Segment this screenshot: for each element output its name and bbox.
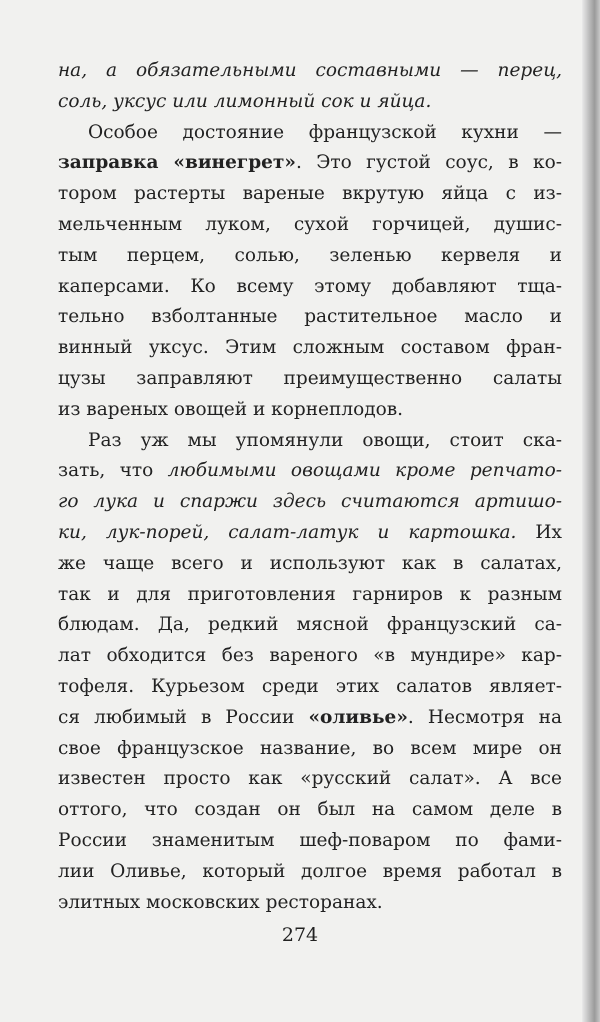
- text-segment: тым перцем, солью, зеленью кервеля и: [58, 244, 562, 266]
- italic-text: ки, лук-порей, салат-латук и картошка.: [58, 521, 517, 543]
- text-segment: блюдам. Да, редкий мясной французский са-: [58, 614, 562, 636]
- text-segment: известен просто как «русский салат». А все: [58, 768, 562, 790]
- text-line: [58, 148, 562, 179]
- text-line: [58, 826, 562, 857]
- italic-text: на, а обязательными составными — перец,: [58, 60, 562, 81]
- text-segment: Их: [516, 521, 562, 543]
- text-line: [58, 395, 562, 426]
- page-number: 274: [281, 924, 319, 946]
- text-segment: зать, что: [58, 460, 168, 482]
- italic-text: соль, уксус или лимонный сок и яйца.: [58, 90, 432, 112]
- text-segment: винный уксус. Этим сложным составом фран-: [58, 337, 562, 359]
- text-line: [58, 456, 562, 487]
- text-line: [58, 703, 562, 734]
- body-text: [58, 56, 562, 918]
- text-line: [58, 364, 562, 395]
- text-line: [58, 857, 562, 888]
- text-segment: тельно взболтанные растительное масло и: [58, 306, 562, 328]
- text-segment: России знаменитым шеф-поваром по фами-: [58, 829, 562, 851]
- text-segment: мельченным луком, сухой горчицей, душис-: [58, 213, 562, 235]
- text-line: [58, 487, 562, 518]
- text-segment: цузы заправляют преимущественно салаты: [58, 367, 562, 389]
- bold-text: заправка «винегрет»: [58, 152, 296, 174]
- text-segment: тофеля. Курьезом среди этих салатов являет-: [58, 675, 562, 697]
- text-line: [58, 549, 562, 580]
- text-segment: Особое достояние французской кухни —: [88, 121, 562, 143]
- text-segment: каперсами. Ко всему этому добавляют тща-: [58, 275, 562, 297]
- text-line: [58, 795, 562, 826]
- text-line: [58, 518, 562, 549]
- text-line: [58, 672, 562, 703]
- text-segment: ся любимый в России: [58, 706, 309, 728]
- text-line: [58, 179, 562, 210]
- italic-text: го лука и спаржи здесь считаются артишо-: [58, 491, 562, 513]
- text-segment: . Это густой соус, в ко-: [295, 152, 562, 174]
- text-segment: оттого, что создан он был на самом деле в: [58, 799, 562, 821]
- text-line: [58, 734, 562, 765]
- text-line: [58, 580, 562, 611]
- text-line: [58, 333, 562, 364]
- text-line: [58, 87, 562, 118]
- text-segment: лат обходится без вареного «в мундире» кар-: [58, 645, 562, 667]
- text-segment: . Несмотря на: [407, 706, 562, 728]
- text-segment: лии Оливье, который долгое время работал в: [58, 860, 562, 882]
- text-line: [58, 241, 562, 272]
- text-segment: свое французское название, во всем мире он: [58, 737, 562, 759]
- text-line: [58, 118, 562, 149]
- bold-text: «оливье»: [308, 706, 408, 728]
- text-line: [58, 610, 562, 641]
- italic-text: любимыми овощами кроме репчато-: [167, 460, 562, 482]
- text-line: [58, 641, 562, 672]
- text-line: [58, 56, 562, 87]
- text-segment: из вареных овощей и корнеплодов.: [58, 398, 404, 420]
- text-line: [58, 888, 562, 919]
- text-segment: же чаще всего и используют как в салатах,: [58, 552, 562, 574]
- text-line: [58, 302, 562, 333]
- text-segment: Раз уж мы упомянули овощи, стоит ска-: [88, 429, 562, 451]
- text-line: [58, 764, 562, 795]
- text-line: [58, 210, 562, 241]
- text-segment: элитных московских ресторанах.: [58, 891, 383, 913]
- text-line: [58, 272, 562, 303]
- text-line: [58, 426, 562, 457]
- page-edge-shadow: [582, 0, 600, 1022]
- text-segment: так и для приготовления гарниров к разным: [58, 583, 562, 605]
- text-segment: тором растерты вареные вкрутую яйца с из-: [58, 183, 562, 205]
